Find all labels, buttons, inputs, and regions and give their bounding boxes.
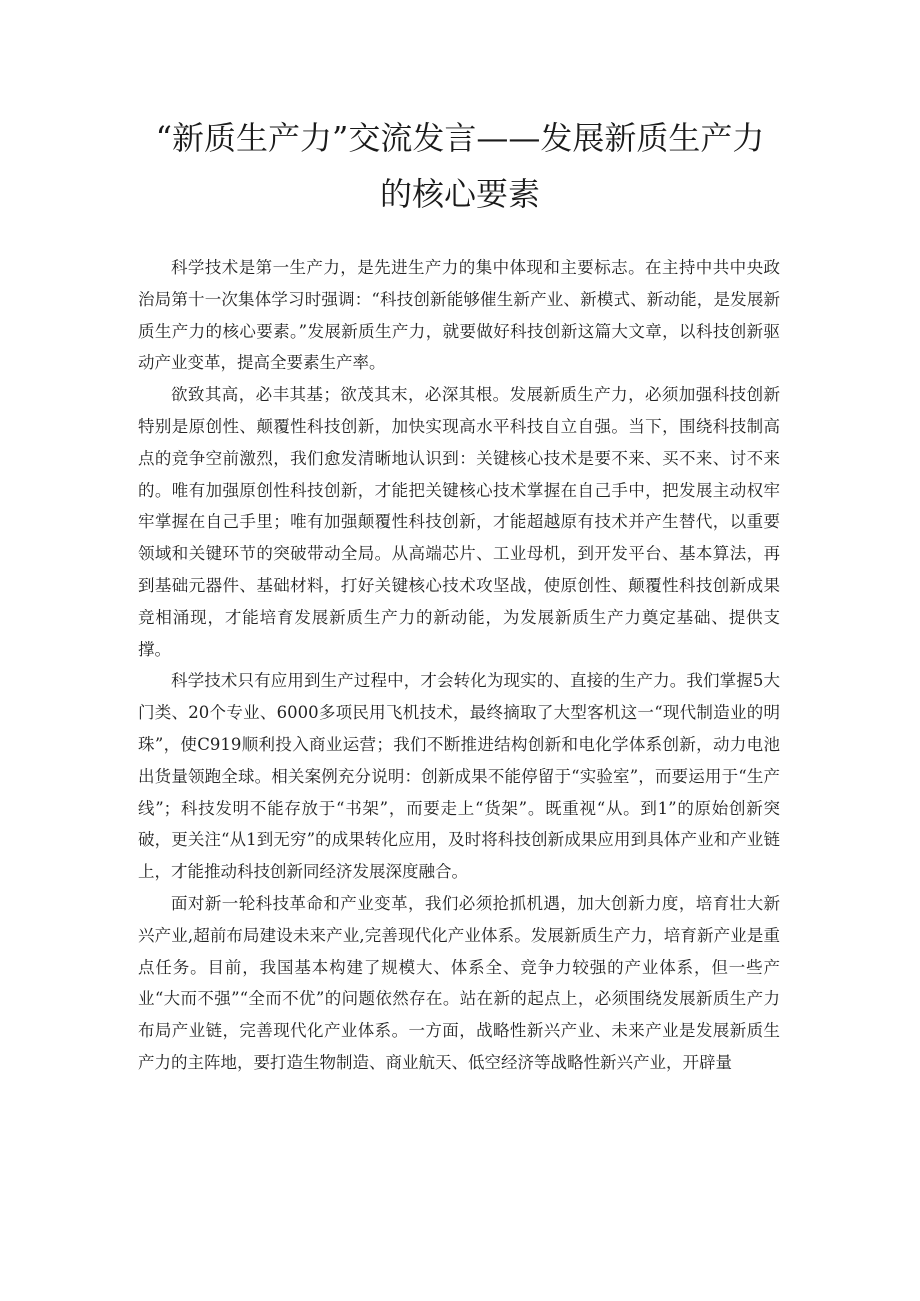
paragraph-4: 面对新一轮科技革命和产业变革，我们必须抢抓机遇，加大创新力度，培育壮大新兴产业,超前布局建设未来产业,完善现代化产业体系。发展新质生产力，培育新产业是重点任务。目前，我国基本构建了规模大、体系全、竞争力较强的产业体系，但一些产业“大而不强”“全而不优”的问题依然存在。站在新的起点上，必须围绕发展新质生产力布局产业链，完善现代化产业体系。一方面，战略性新兴产业、未来产业是发展新质生产力的主阵地，要打造生物制造、商业航天、低空经济等战略性新兴产业，开辟量 [138,893,780,1072]
document-body [138,252,780,1079]
paragraph-1: 科学技术是第一生产力，是先进生产力的集中体现和主要标志。在主持中共中央政治局第十一次集体学习时强调：“科技创新能够催生新产业、新模式、新动能，是发展新质生产力的核心要素。”发展新质生产力，就要做好科技创新这篇大文章，以科技创新驱动产业变革，提高全要素生产率。 [138,258,780,373]
document-title: “新质生产力”交流发言——发展新质生产力的核心要素 [155,119,765,213]
paragraph-2: 欲致其高，必丰其基；欲茂其末，必深其根。发展新质生产力，必须加强科技创新特别是原创性、颠覆性科技创新，加快实现高水平科技自立自强。当下，围绕科技制高点的竞争空前激烈，我们愈发清晰地认识到：关键核心技术是要不来、买不来、讨不来的。唯有加强原创性科技创新，才能把关键核心技术掌握在自己手中，把发展主动权牢牢掌握在自己手里；唯有加强颠覆性科技创新，才能超越原有技术并产生替代，以重要领域和关键环节的突破带动全局。从高端芯片、工业母机，到开发平台、基本算法，再到基础元器件、基础材料，打好关键核心技术攻坚战，使原创性、颠覆性科技创新成果竞相涌现，才能培育发展新质生产力的新动能，为发展新质生产力奠定基础、提供支撑。 [138,385,780,659]
paragraph-3: 科学技术只有应用到生产过程中，才会转化为现实的、直接的生产力。我们掌握5大门类、20个专业、6000多项民用飞机技术，最终摘取了大型客机这一“现代制造业的明珠”，使C919顺利投入商业运营；我们不断推进结构创新和电化学体系创新，动力电池出货量领跑全球。相关案例充分说明：创新成果不能停留于“实验室”，而要运用于“生产线”；科技发明不能存放于“书架”，而要走上“货架”。既重视“从。到1”的原始创新突破，更关注“从1到无穷”的成果转化应用，及时将科技创新成果应用到具体产业和产业链上，才能推动科技创新同经济发展深度融合。 [138,671,780,882]
